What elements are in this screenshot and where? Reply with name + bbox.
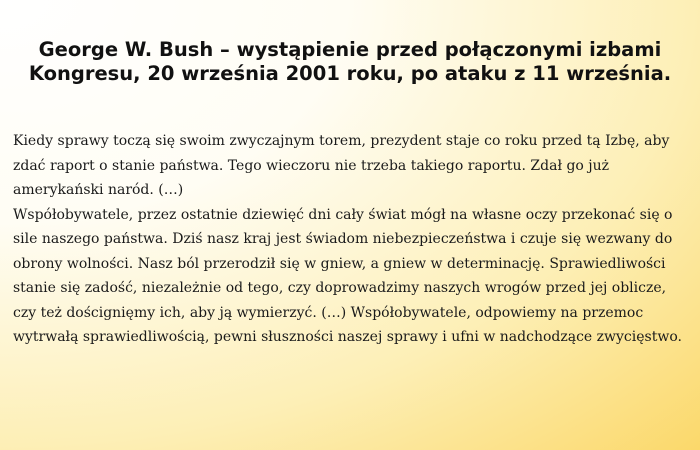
- speech-text: [13, 129, 693, 350]
- slide-title: [20, 38, 680, 86]
- speech-paragraph-2: Współobywatele, przez ostatnie dziewięć dni cały świat mógł na własne oczy przekonać się o sile naszego państwa. Dziś nasz kraj jest świadom niebezpieczeństwa i czuje się wezwany do obrony wolności. Nasz ból przerodził się w gniew, a gniew w determinację. Sprawiedliwości stanie się zadość, niezależnie od tego, czy doprowadzimy naszych wrogów przed jej oblicze, czy też doścignięmy ich, aby ją wymierzyć. (…) Współobywatele, odpowiemy na przemoc wytrwałą sprawiedliwością, pewni słuszności naszej sprawy i ufni w nadchodzące zwycięstwo.: [13, 206, 682, 345]
- slide-title-line-2: Kongresu, 20 września 2001 roku, po ataku z 11 września.: [28, 62, 672, 85]
- speech-paragraph-1: Kiedy sprawy toczą się swoim zwyczajnym torem, prezydent staje co roku przed tą Izbę, aby zdać raport o stanie państwa. Tego wieczoru nie trzeba takiego raportu. Zdał go już amerykański naród. (…): [13, 133, 670, 198]
- slide-title-line-1: George W. Bush – wystąpienie przed połączonymi izbami: [38, 38, 662, 61]
